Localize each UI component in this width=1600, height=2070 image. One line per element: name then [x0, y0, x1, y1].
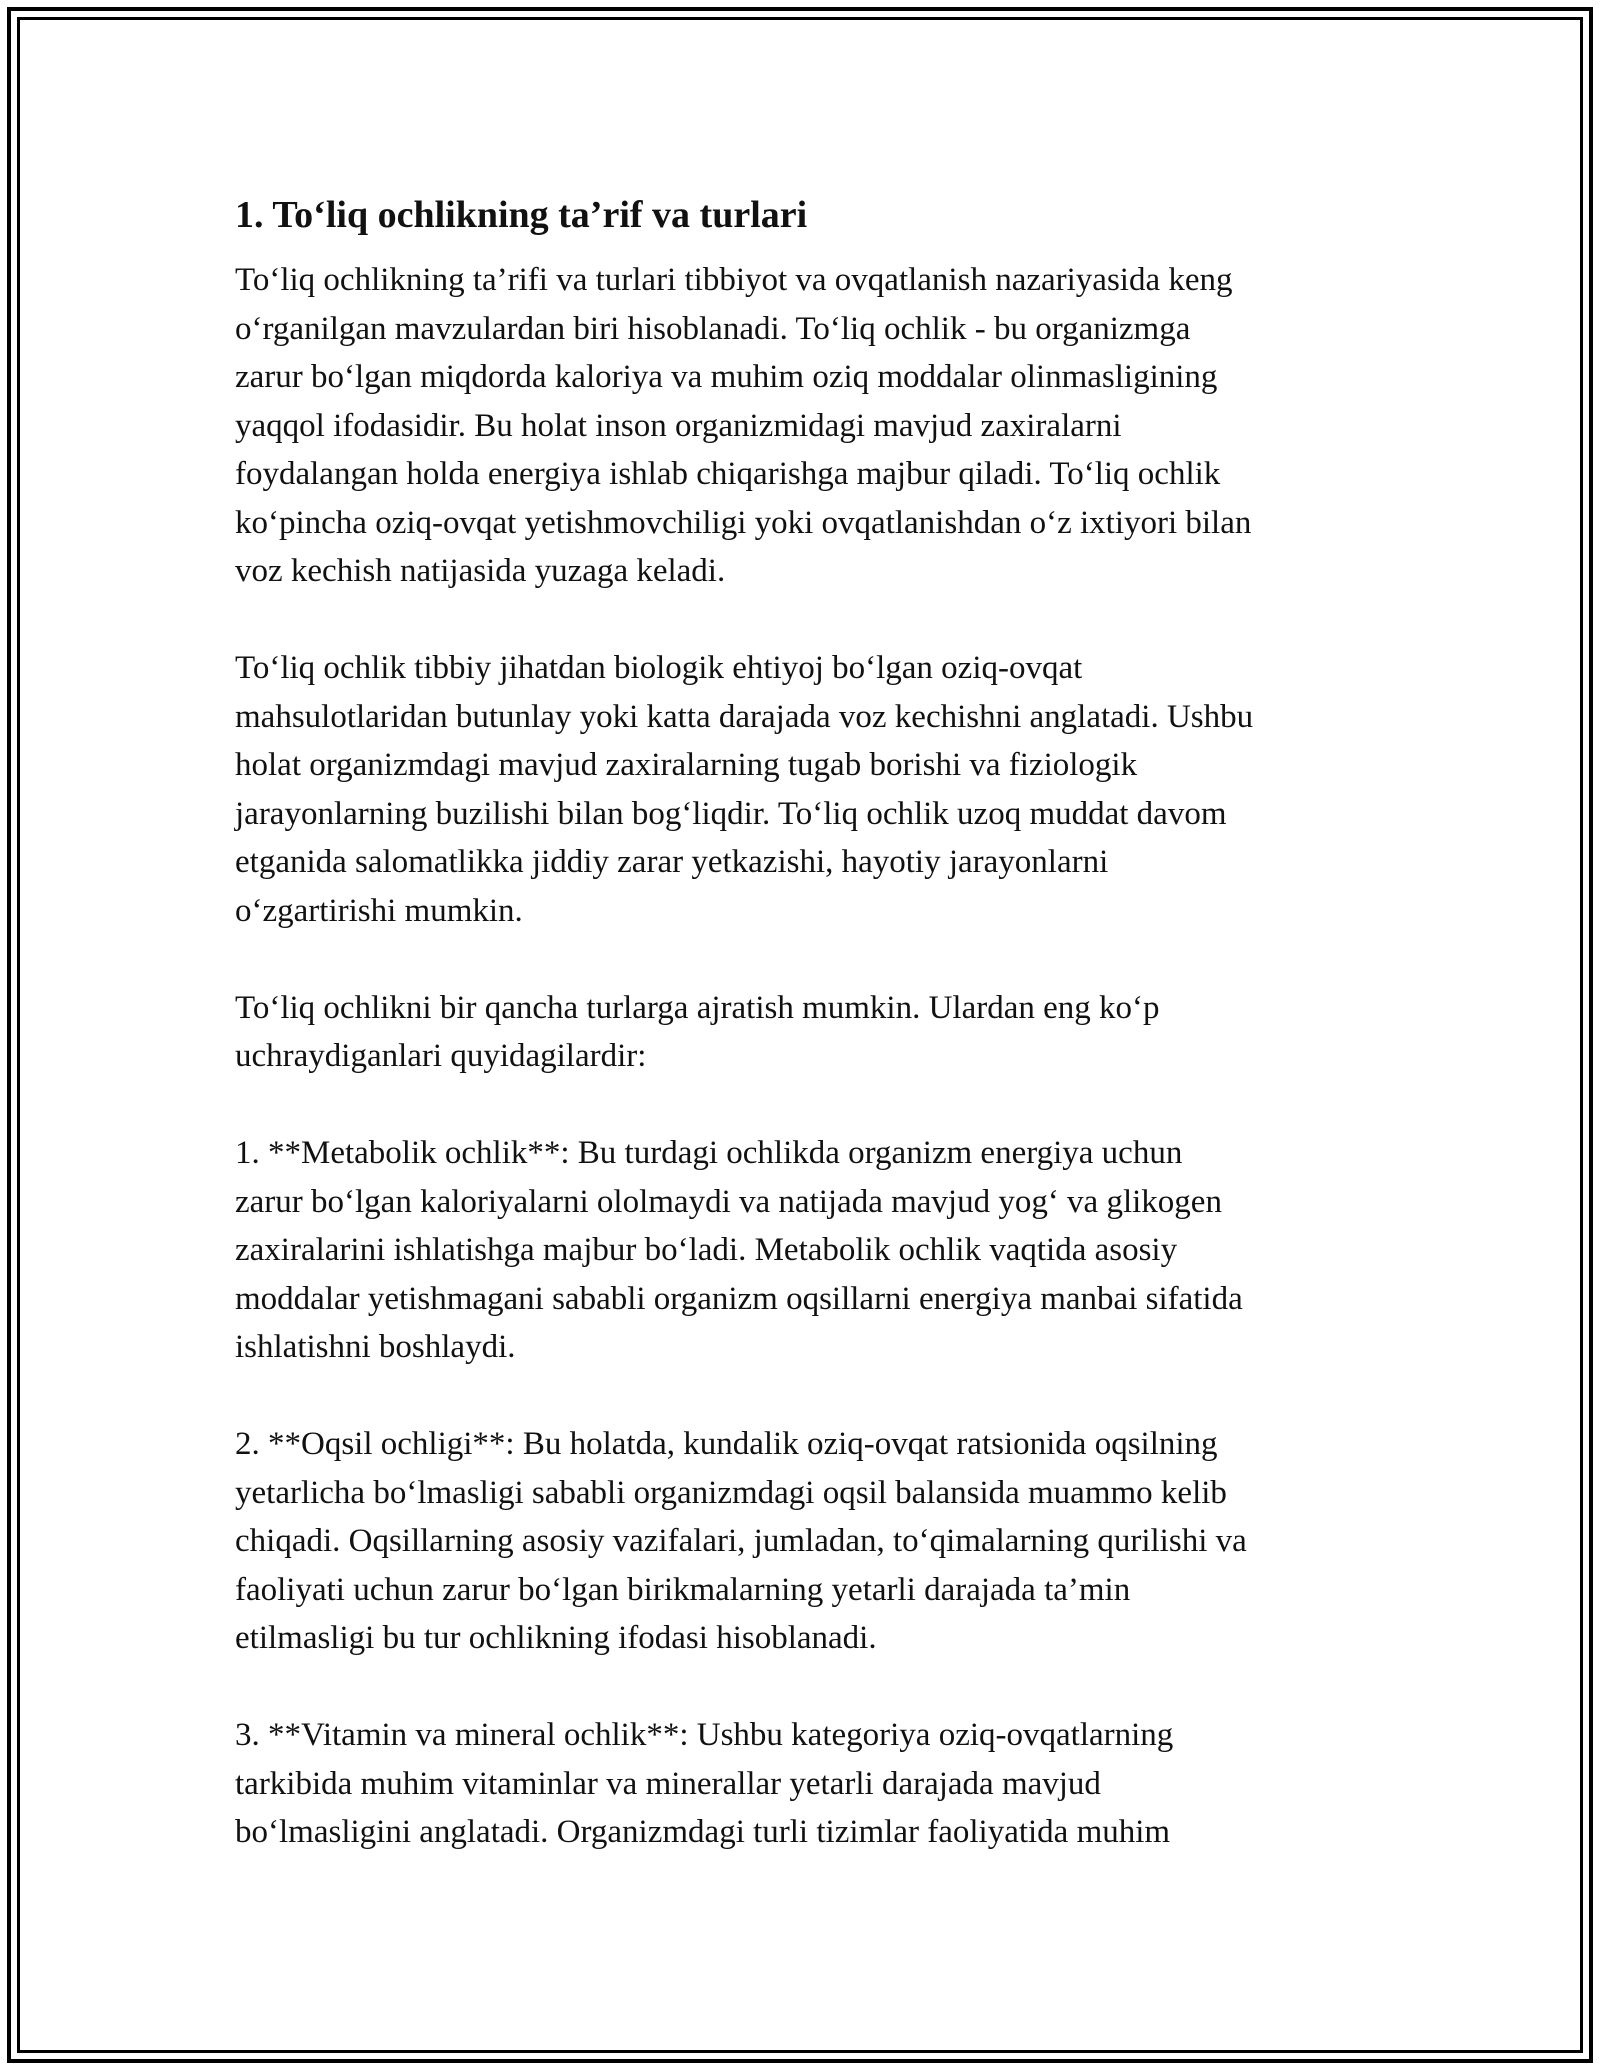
list-item-protein: 2. **Oqsil ochligi**: Bu holatda, kundalik oziq-ovqat ratsionida oqsilning yetarlicha bo‘lmasligi sababli organizmdagi oqsil balansida muammo kelib chiqadi. Oqsillarning asosiy vazifalari, jumladan, to‘qimalarning qurilishi va faoliyati uchun zarur bo‘lgan birikmalarning yetarli darajada ta’min etilmasligi bu tur ochlikning ifodasi hisoblanadi.	[235, 1426, 1247, 1656]
section-heading: 1. To‘liq ochlikning ta’rif va turlari	[235, 194, 808, 236]
paragraph-spacer	[235, 1663, 1370, 1712]
list-item-vitamin-mineral: 3. **Vitamin va mineral ochlik**: Ushbu kategoriya oziq-ovqatlarning tarkibida muhim vitaminlar va minerallar yetarli darajada mavjud bo‘lmasligini anglatadi. Organizmdagi turli tizimlar faoliyatida muhim	[235, 1717, 1174, 1850]
paragraph-types-intro: To‘liq ochlikni bir qancha turlarga ajratish mumkin. Ulardan eng ko‘p uchraydiganlari quyidagilardir:	[235, 989, 1160, 1074]
paragraph-definition: To‘liq ochlikning ta’rifi va turlari tibbiyot va ovqatlanish nazariyasida keng o‘rganilgan mavzulardan biri hisoblanadi. To‘liq ochlik - bu organizmga zarur bo‘lgan miqdorda kaloriya va muhim oziq moddalar olinmasligining yaqqol ifodasidir. Bu holat inson organizmidagi mavjud zaxiralarni foydalangan holda energiya ishlab chiqarishga majbur qiladi. To‘liq ochlik ko‘pincha oziq-ovqat yetishmovchiligi yoki ovqatlanishdan o‘z ixtiyori bilan voz kechish natijasida yuzaga keladi.	[235, 262, 1252, 589]
heading-spacer	[235, 246, 1370, 256]
paragraph-spacer	[235, 1081, 1370, 1130]
paragraph-spacer	[235, 1372, 1370, 1421]
list-item-metabolic: 1. **Metabolik ochlik**: Bu turdagi ochlikda organizm energiya uchun zarur bo‘lgan kaloriyalarni ololmaydi va natijada mavjud yog‘ va glikogen zaxiralarini ishlatishga majbur bo‘ladi. Metabolik ochlik vaqtida asosiy moddalar yetishmagani sababli organizm oqsillarni energiya manbai sifatida ishlatishni boshlaydi.	[235, 1135, 1243, 1365]
paragraph-spacer	[235, 935, 1370, 984]
document-body	[235, 184, 1370, 1857]
paragraph-medical-meaning: To‘liq ochlik tibbiy jihatdan biologik ehtiyoj bo‘lgan oziq-ovqat mahsulotlaridan butunlay yoki katta darajada voz kechishni anglatadi. Ushbu holat organizmdagi mavjud zaxiralarning tugab borishi va fiziologik jarayonlarning buzilishi bilan bog‘liqdir. To‘liq ochlik uzoq muddat davom etganida salomatlikka jiddiy zarar yetkazishi, hayotiy jarayonlarni o‘zgartirishi mumkin.	[235, 650, 1254, 929]
paragraph-spacer	[235, 596, 1370, 645]
